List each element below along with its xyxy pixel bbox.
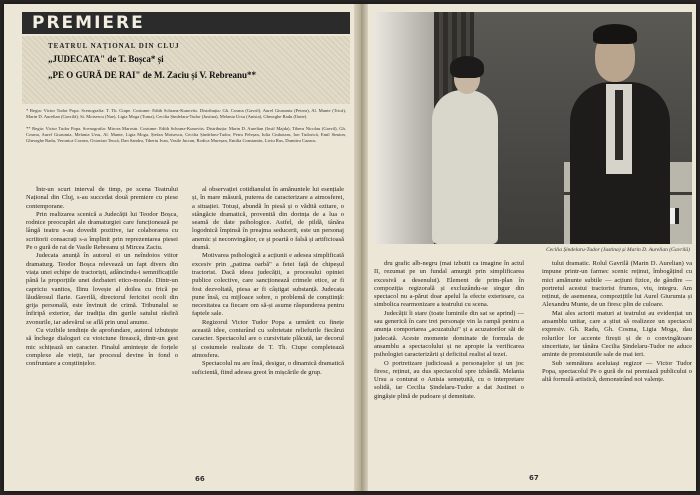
text-column-3 — [374, 260, 524, 472]
left-page — [22, 12, 350, 488]
paragraph: al observației cotidianului în amănuntele lui esențiale și, în mare măsură, puterea de caracterizare a atmosferei, a situației. Totuși, abundă în piesă și o vădită ezitare, o stângăcie dramatică, provenită din dorința de a lua o seamă de date psihologice. Astfel, de pildă, tânăra logodnică împinsă în preajma seducerii, este un personaj anemic și neconvingător, ce și poartă o falsă și artificioasă dramă. — [192, 186, 344, 252]
paragraph: O portretizare judicioasă a personajelor și un joc firesc, reținut, au dus spectacolul spre izbândă. Melania Ursu a conturat o Anisia semețuită, cu o interpretare solidă, iar Cecilia Șindelaru-Tudor a dat Justinei o gingășie plină de pudoare și demnitate. — [374, 359, 524, 400]
paragraph: Prin realizarea scenică a Judecății lui Teodor Boșca, rodnice preocupări ale dramaturgiei care funcționează pe lângă teatru s-au dovedit pozitive, iar colaborarea cu scriitorii consacrați s-a împlinit prin reprezentarea piesei Pe o gură de rai de Vasile Rebreanu și Mircea Zaciu. — [26, 210, 178, 252]
paragraph: Judecății îi stare (toate luminile din sat se aprind) — sau generică în care trei personaje vin la rampă pentru a anunța comportarea „acuzatului" și a acuzatorilor săi de judecată. Aceste momente dominate de formula de ansamblu a spectacolului și ne apropie la verificarea psihologiei caracterizării și deficitul realist al tezei. — [374, 309, 524, 359]
text-column-2 — [192, 186, 344, 472]
text-column-1 — [26, 186, 178, 472]
paragraph: tului dramatic. Rolul Gavrilă (Marin D. Aurelian) va impune printr-un farmec scenic reținut, îmbogățind cu mici amănunte subtile — acțiuni fizice, de gândire — portretul acestui tractorist frumos, viu, integru. Am reținut, de asemenea, compozițiile lui Aurel Giurumia și Alexandru Munte, de un firesc plin de culoare. — [542, 260, 692, 309]
paragraph: Spectacolul nu are însă, desigur, o dinamică dramatică suficientă, fiind adesea greoi în mișcările de grup. — [192, 360, 344, 376]
paragraph: Regizorul Victor Tudor Popa a urmărit cu finețe această idee, conturând cu sobrietate reliefurile fiecărui caracter. Spectacolul are o cursivitate plăcută, iar decorul și costumele realizate de T. Th. Ciupe completează atmosfera. — [192, 318, 344, 359]
section-banner: PREMIERE — [22, 12, 350, 34]
stage-photo — [374, 12, 692, 244]
theatre-name: TEATRUL NAȚIONAL DIN CLUJ — [48, 42, 180, 50]
paragraph: Judecata anunță în autorul ei un neîndoios viitor dramaturg. Teodor Boșca relevează un fapt divers din viața unei echipe de tractoriști, adâncindu-i semnificațiile până la proporțiile unei dezbateri etico-morale. Dintr-un capriciu vanitos, Ilinu lovește al doilea cu frică pe lăudărosul Ilarie. Gavrilă, directorul fericitei ocoli din grija personală, este învinuit de crimă. Tribunalul se înfiripă exterior, dar tradiția din gurile satului răsfiră zvonurile, iar adevărul se află prin unul anume. — [26, 252, 178, 326]
paragraph: Motivarea psihologică a acțiunii e adesea simplificată excesiv prin „patima oarbă" a fetei față de chipeșul tractorist. Dacă ideea judecății, a procesului opiniei publice colective, care sancționează crimele etice, ar fi fost dezvoltată, piesa ar fi câștigat substanță. Judecata pune însă, cu mijloace sobre, o problemă de conștiință: necesitatea ca fiecare om să-și asume răspunderea pentru faptele sale. — [192, 252, 344, 318]
photo-actor-tie — [615, 90, 623, 160]
title-box — [22, 36, 350, 104]
credits-block — [26, 108, 346, 150]
photo-caption: Cecilia Șindelaru-Tudor (Justina) și Marin D. Aurelian (Gavrilă) — [546, 247, 690, 253]
article-body-right — [374, 260, 692, 472]
photo-light-area — [374, 12, 434, 244]
page-number-left: 66 — [195, 475, 205, 483]
play-title-1: „JUDECATA" de T. Boșca* și — [48, 54, 164, 64]
photo-actor-hair — [593, 24, 637, 44]
credits-pe-o-gura: ** Regia: Victor Tudor Popa. Scenografia: Mircea Marosin. Costume: Edith Schranz-Kunovits. Distribuția: Marin D. Aurelian (Iosif Majda), Tiberu Nicolau (Gavril), Gh. Cosma, Aurel Giurumia, Melania Ursu, Al. Munte, Ligia Moga, Ștefan Moisescu, Cecilia Șindelaru-Tudor, Petru Feleșan, Iulia Ciubotaru, Ion Tudorică, Emil Simion, Gheorghe Radu, Veronica Cornea, Octavian Teucă, Dan Sandru, Tiberiu Ivan, Vasile Jurcan, Rodica Mureșan, Emilia Constantin, Liviu Rus, Dumitru Cazacu. — [26, 126, 346, 143]
paragraph: Mai ales actorii maturi ai teatrului au evidențiat un ansamblu unitar, care a știut să realizeze un spectacol expresiv. Gh. Radu, Gh. Cosma, Ligia Moga, dau rolurilor lor accente firești și de o convingătoare sinceritate, iar tânăra Cecilia Șindelaru-Tudor ne aduce aminte de promisiunile sale de mai ieri. — [542, 309, 692, 359]
right-page — [374, 12, 692, 488]
magazine-spread — [4, 4, 696, 491]
photo-actress-hair — [450, 56, 484, 78]
play-title-2: „PE O GURĂ DE RAI" de M. Zaciu și V. Rebreanu** — [48, 70, 257, 80]
paragraph: Sub semnătura aceluiași regizor — Victor Tudor Popa, spectacolul Pe o gură de rai premiază publicului o altă formulă artistică, demonstrând noi valențe. — [542, 359, 692, 384]
page-number-right: 67 — [529, 474, 539, 482]
page-gutter — [354, 4, 368, 491]
credits-judecata: * Regia: Victor Tudor Popa. Scenografia: T. Th. Ciupe. Costume: Edith Schranz-Kunovits. Distribuția: Gh. Cosma (Gavril), Aurel Giurumia (Petrea), Al. Munte (Trică), Marin D. Aurelian (Gavrilă), St. Moisescu (Nae), Ligia Moga (Toma), Cecilia Șindelaru-Tudor (Justina), Melania Ursu (Anisia), Gheorghe Radu (Ilarie). — [26, 108, 346, 119]
photo-actress — [432, 90, 498, 244]
paragraph: Cu vizibile tendințe de aprofundare, autorul izbutește să închege dialoguri cu vioiciune firească, dintr-un gest mic schițează un caracter. Finalul amintește de forțele complexe ale vieții, iar procesul devine în fond o confruntare a conștiințelor. — [26, 327, 178, 368]
text-column-4 — [542, 260, 692, 472]
paragraph: dru grafic alb-negru (mai izbutit ca imagine în actul II, rezumat pe un fundal amurgit prin simplificarea excesivă a desenului). Element de prim-plan în compoziția regizorală și excluzându-se singur din spectacol nu a-părut doar apelul la efecte exterioare, ca simbolica rearmonizare a teatrului cu scena. — [374, 260, 524, 309]
article-body-left — [26, 186, 346, 472]
paragraph: Într-un scurt interval de timp, pe scena Teatrului Național din Cluj, s-au succedat două premiere cu piese contemporane. — [26, 186, 178, 210]
